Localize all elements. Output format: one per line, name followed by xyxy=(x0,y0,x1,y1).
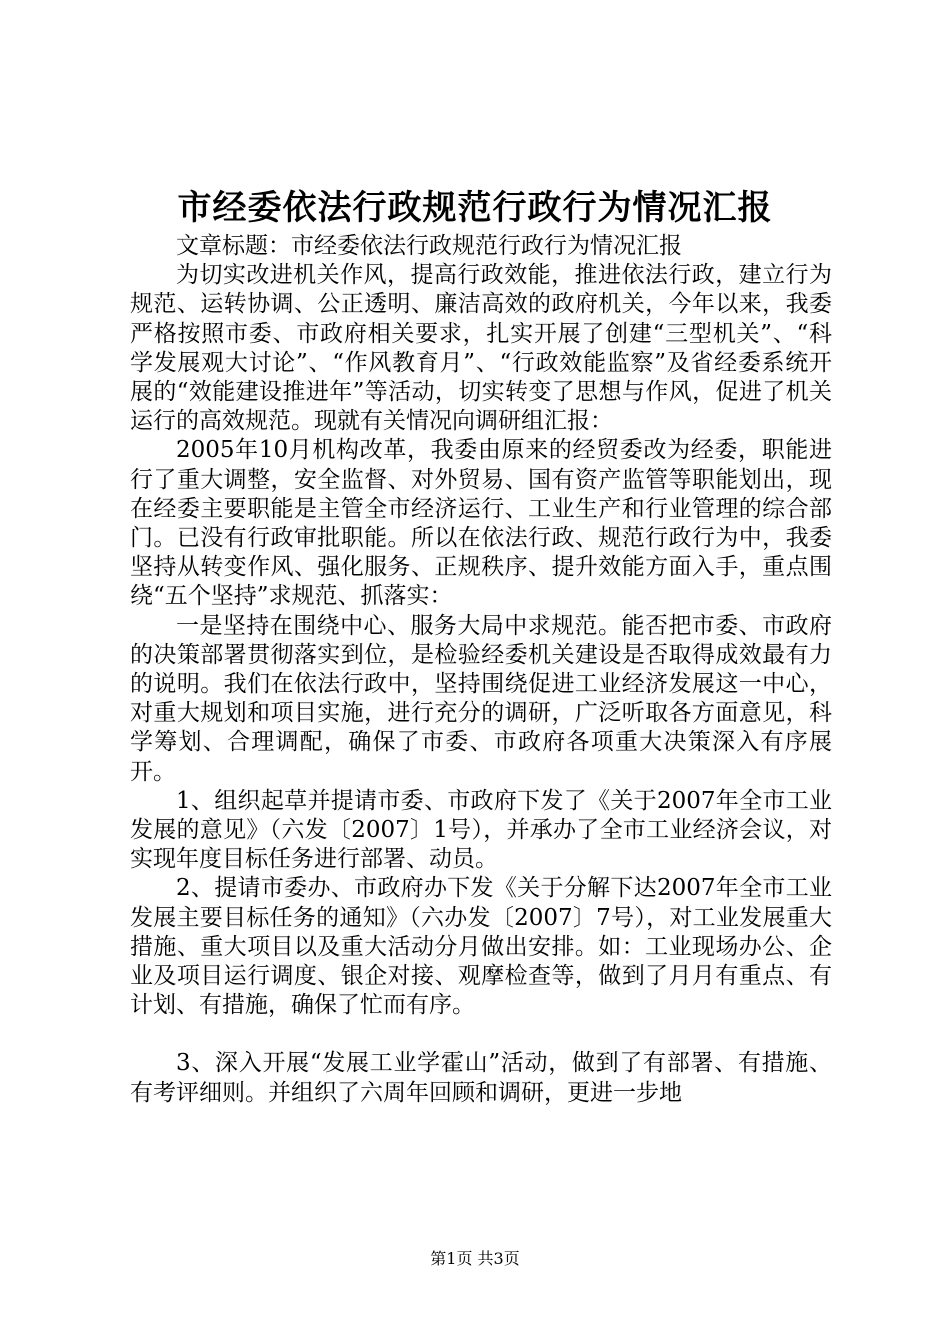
article-title-line: 文章标题：市经委依法行政规范行政行为情况汇报 xyxy=(176,233,682,259)
paragraph-item-3: 3、深入开展“发展工业学霍山”活动，做到了有部署、有措施、有考评细则。并组织了六周年回顾和调研，更进一步地 xyxy=(130,1050,832,1106)
paragraph-item-1: 1、组织起草并提请市委、市政府下发了《关于2007年全市工业发展的意见》（六发〔2007〕1号），并承办了全市工业经济会议，对实现年度目标任务进行部署、动员。 xyxy=(130,787,832,873)
page-number-footer: 第1页 共3页 xyxy=(430,1249,520,1268)
paragraph-item-2: 2、提请市委办、市政府办下发《关于分解下达2007年全市工业发展主要目标任务的通知》（六办发〔2007〕7号），对工业发展重大措施、重大项目以及重大活动分月做出安排。如：工业现场办公、企业及项目运行调度、银企对接、观摩检查等，做到了月月有重点、有计划、有措施，确保了忙而有序。 xyxy=(130,875,832,1019)
paragraph-point-one: 一是坚持在围绕中心、服务大局中求规范。能否把市委、市政府的决策部署贯彻落实到位，是检验经委机关建设是否取得成效最有力的说明。我们在依法行政中，坚持围绕促进工业经济发展这一中心，对重大规划和项目实施，进行充分的调研，广泛听取各方面意见，科学筹划、合理调配，确保了市委、市政府各项重大决策深入有序展开。 xyxy=(130,612,832,785)
paragraph-reform: 2005年10月机构改革，我委由原来的经贸委改为经委，职能进行了重大调整，安全监督、对外贸易、国有资产监管等职能划出，现在经委主要职能是主管全市经济运行、工业生产和行业管理的综合部门。已没有行政审批职能。所以在依法行政、规范行政行为中，我委坚持从转变作风、强化服务、正规秩序、提升效能方面入手，重点围绕“五个坚持”求规范、抓落实： xyxy=(130,437,832,610)
document-title: 市经委依法行政规范行政行为情况汇报 xyxy=(177,188,773,228)
paragraph-intro: 为切实改进机关作风，提高行政效能，推进依法行政，建立行为规范、运转协调、公正透明、廉洁高效的政府机关，今年以来，我委严格按照市委、市政府相关要求，扎实开展了创建“三型机关”、“科学发展观大讨论”、“作风教育月”、“行政效能监察”及省经委系统开展的“效能建设推进年”等活动，切实转变了思想与作风，促进了机关运行的高效规范。现就有关情况向调研组汇报： xyxy=(130,262,832,435)
document-body xyxy=(130,232,832,1108)
